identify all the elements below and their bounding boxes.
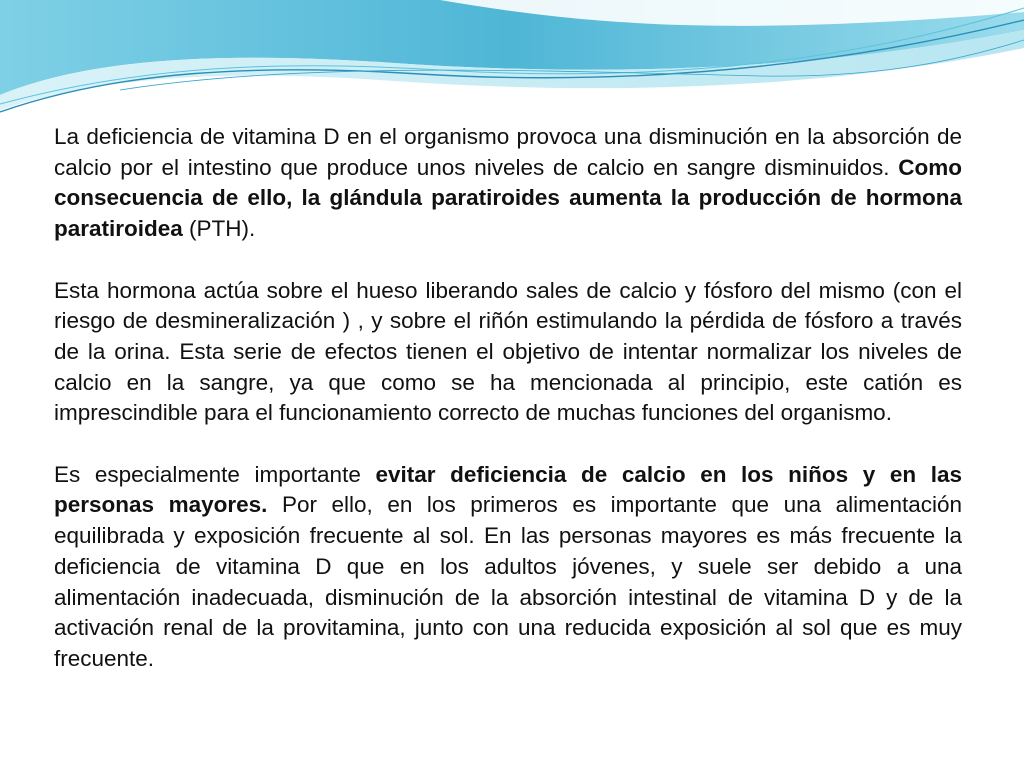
text-segment: (PTH).: [182, 216, 256, 242]
body-text: [54, 122, 962, 675]
paragraph-1: [54, 122, 962, 245]
text-segment: La deficiencia de vitamina D en el organismo provoca una disminución en la absorción de calcio por el intestino que produce unos niveles de calcio en sangre disminuidos.: [54, 124, 962, 180]
text-segment: Esta hormona actúa sobre el hueso liberando sales de calcio y fósforo del mismo (con el riesgo de desmineralización ) , y sobre el riñón estimulando la pérdida de fósforo a través de la orina. Esta serie de efectos tienen el objetivo de intentar normalizar los niveles de calcio en la sangre, ya que como se ha mencionada al principio, este catión es imprescindible para el funcionamiento correcto de muchas funciones del organismo.: [54, 277, 962, 426]
text-segment: Por ello, en los primeros es importante que una alimentación equilibrada y exposición frecuente al sol. En las personas mayores es más frecuente la deficiencia de vitamina D que en los adultos jóvenes, y suele ser debido a una alimentación inadecuada, disminución de la absorción intestinal de vitamina D y de la activación renal de la provitamina, junto con una reducida exposición al sol que es muy frecuente.: [54, 492, 962, 671]
text-segment-bold: Como consecuencia de ello, la glándula paratiroides aumenta la producción de hormona paratiroidea: [54, 154, 962, 242]
text-segment-bold: evitar deficiencia de calcio en los niños y en las personas mayores.: [54, 461, 962, 518]
text-segment: Es especialmente importante: [54, 461, 376, 487]
paragraph-3: [54, 460, 962, 675]
paragraph-2: [54, 276, 962, 430]
wave-header-decoration: [0, 0, 1024, 120]
